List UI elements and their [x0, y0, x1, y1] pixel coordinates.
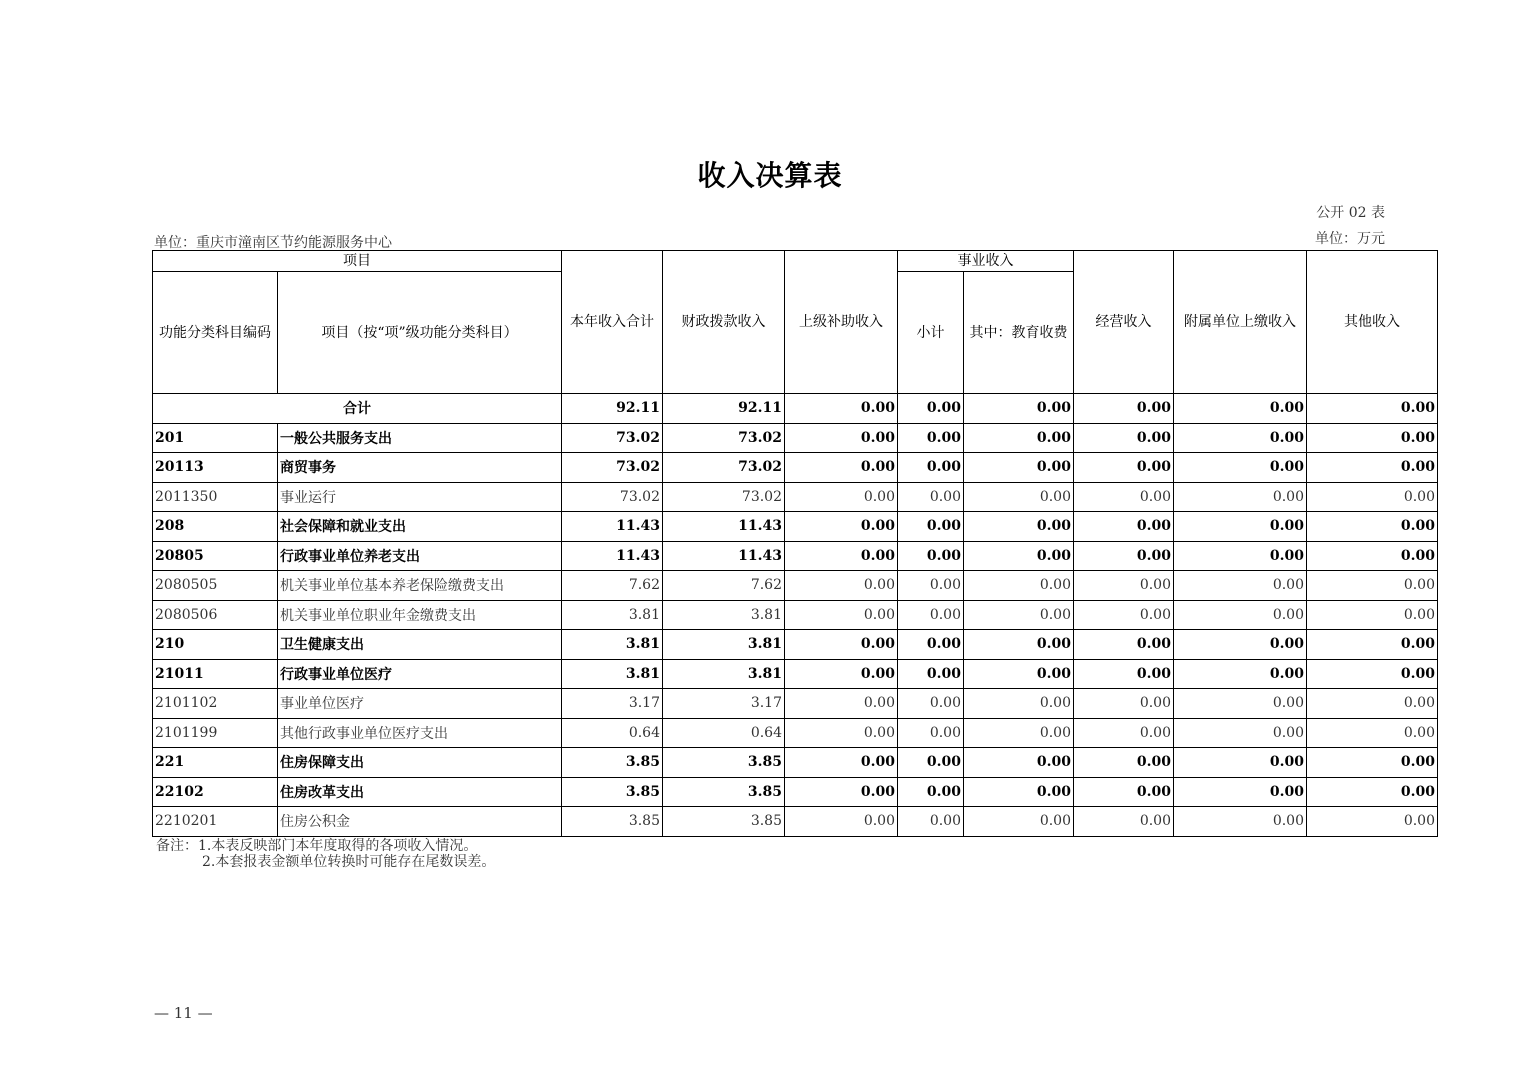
row-value: 0.64 — [562, 718, 663, 748]
row-value: 7.62 — [663, 571, 785, 601]
row-value: 0.00 — [964, 777, 1074, 807]
header-code: 功能分类科目编码 — [153, 272, 278, 394]
row-name: 机关事业单位职业年金缴费支出 — [278, 600, 562, 630]
header-education: 其中：教育收费 — [964, 272, 1074, 394]
row-value: 0.00 — [1307, 659, 1438, 689]
row-value: 0.00 — [1174, 571, 1307, 601]
row-value: 0.00 — [1174, 689, 1307, 719]
row-value: 0.00 — [785, 718, 898, 748]
row-value: 11.43 — [663, 512, 785, 542]
row-value: 0.00 — [964, 571, 1074, 601]
row-value: 0.00 — [1174, 512, 1307, 542]
header-business-group: 事业收入 — [898, 251, 1074, 272]
table-row — [153, 453, 1438, 483]
row-value: 0.00 — [1174, 600, 1307, 630]
row-value: 0.00 — [1174, 541, 1307, 571]
row-name: 事业运行 — [278, 482, 562, 512]
row-value: 0.00 — [898, 600, 964, 630]
page-title: 收入决算表 — [697, 159, 843, 192]
row-value: 0.00 — [898, 512, 964, 542]
row-value: 0.00 — [964, 482, 1074, 512]
row-name: 其他行政事业单位医疗支出 — [278, 718, 562, 748]
row-value: 0.00 — [1074, 689, 1174, 719]
row-value: 0.00 — [1307, 453, 1438, 483]
row-value: 3.81 — [562, 600, 663, 630]
row-value: 0.00 — [1074, 453, 1174, 483]
row-value: 0.00 — [1074, 630, 1174, 660]
table-row — [153, 689, 1438, 719]
header-operating: 经营收入 — [1074, 251, 1174, 394]
row-value: 0.00 — [1074, 748, 1174, 778]
row-value: 0.00 — [898, 689, 964, 719]
row-code: 20113 — [153, 453, 278, 483]
row-value: 0.00 — [1307, 807, 1438, 837]
table-row — [153, 571, 1438, 601]
row-value: 73.02 — [562, 423, 663, 453]
total-cell: 0.00 — [1174, 394, 1307, 424]
row-value: 0.00 — [1307, 718, 1438, 748]
form-number: 公开 02 表 — [1316, 205, 1385, 221]
row-value: 3.17 — [562, 689, 663, 719]
row-value: 3.85 — [663, 807, 785, 837]
row-value: 0.00 — [898, 482, 964, 512]
row-code: 2210201 — [153, 807, 278, 837]
header-subtotal: 小计 — [898, 272, 964, 394]
row-value: 0.00 — [1174, 659, 1307, 689]
row-value: 0.00 — [1074, 423, 1174, 453]
table-row — [153, 630, 1438, 660]
row-code: 2080505 — [153, 571, 278, 601]
row-value: 0.00 — [898, 423, 964, 453]
row-value: 0.00 — [964, 423, 1074, 453]
table-row — [153, 512, 1438, 542]
row-name: 住房保障支出 — [278, 748, 562, 778]
row-value: 0.00 — [1074, 807, 1174, 837]
row-value: 0.00 — [785, 423, 898, 453]
row-name: 行政事业单位养老支出 — [278, 541, 562, 571]
notes — [156, 838, 495, 870]
row-value: 0.00 — [1074, 512, 1174, 542]
total-cell: 92.11 — [663, 394, 785, 424]
table-row — [153, 659, 1438, 689]
row-name: 住房公积金 — [278, 807, 562, 837]
row-name: 社会保障和就业支出 — [278, 512, 562, 542]
row-code: 21011 — [153, 659, 278, 689]
row-code: 210 — [153, 630, 278, 660]
row-value: 3.81 — [562, 630, 663, 660]
income-table — [152, 250, 1438, 837]
note-1: 备注：1.本表反映部门本年度取得的各项收入情况。 — [156, 838, 478, 854]
row-value: 11.43 — [663, 541, 785, 571]
row-value: 0.00 — [898, 659, 964, 689]
row-value: 0.00 — [964, 659, 1074, 689]
row-value: 0.00 — [785, 600, 898, 630]
row-value: 73.02 — [663, 423, 785, 453]
table-row — [153, 541, 1438, 571]
row-value: 0.00 — [898, 571, 964, 601]
table-row — [153, 423, 1438, 453]
row-value: 0.00 — [964, 718, 1074, 748]
header-name: 项目（按“项”级功能分类科目） — [278, 272, 562, 394]
table-row — [153, 777, 1438, 807]
row-value: 0.00 — [898, 777, 964, 807]
row-value: 0.00 — [785, 571, 898, 601]
row-value: 11.43 — [562, 541, 663, 571]
header-project: 项目 — [153, 251, 562, 272]
row-code: 221 — [153, 748, 278, 778]
total-row — [153, 394, 1438, 424]
row-value: 0.00 — [785, 541, 898, 571]
row-value: 0.00 — [964, 453, 1074, 483]
row-value: 0.64 — [663, 718, 785, 748]
row-value: 0.00 — [785, 777, 898, 807]
row-value: 73.02 — [562, 482, 663, 512]
row-code: 2101199 — [153, 718, 278, 748]
row-value: 0.00 — [898, 630, 964, 660]
row-value: 0.00 — [1174, 807, 1307, 837]
page-number: — 11 — — [154, 1004, 213, 1022]
row-value: 3.85 — [562, 777, 663, 807]
row-code: 2080506 — [153, 600, 278, 630]
table-body — [153, 394, 1438, 837]
row-value: 3.81 — [562, 659, 663, 689]
row-value: 0.00 — [964, 630, 1074, 660]
row-value: 0.00 — [1307, 541, 1438, 571]
row-name: 商贸事务 — [278, 453, 562, 483]
note-2: 2.本套报表金额单位转换时可能存在尾数误差。 — [202, 854, 496, 870]
row-code: 20805 — [153, 541, 278, 571]
row-name: 机关事业单位基本养老保险缴费支出 — [278, 571, 562, 601]
row-value: 11.43 — [562, 512, 663, 542]
row-value: 0.00 — [1074, 600, 1174, 630]
total-cell: 0.00 — [1074, 394, 1174, 424]
header-fiscal: 财政拨款收入 — [663, 251, 785, 394]
row-value: 0.00 — [1174, 748, 1307, 778]
table-row — [153, 748, 1438, 778]
row-value: 0.00 — [785, 659, 898, 689]
header-total: 本年收入合计 — [562, 251, 663, 394]
header-other: 其他收入 — [1307, 251, 1438, 394]
row-code: 201 — [153, 423, 278, 453]
row-code: 22102 — [153, 777, 278, 807]
row-value: 0.00 — [1174, 482, 1307, 512]
row-value: 0.00 — [1307, 512, 1438, 542]
row-value: 0.00 — [1307, 748, 1438, 778]
row-value: 0.00 — [1074, 541, 1174, 571]
row-name: 一般公共服务支出 — [278, 423, 562, 453]
row-value: 73.02 — [562, 453, 663, 483]
row-value: 0.00 — [964, 600, 1074, 630]
row-value: 73.02 — [663, 482, 785, 512]
row-value: 0.00 — [1174, 777, 1307, 807]
row-value: 0.00 — [1174, 630, 1307, 660]
row-value: 3.85 — [663, 748, 785, 778]
row-value: 3.81 — [663, 630, 785, 660]
row-value: 0.00 — [1174, 453, 1307, 483]
row-value: 3.85 — [663, 777, 785, 807]
row-value: 73.02 — [663, 453, 785, 483]
header-superior: 上级补助收入 — [785, 251, 898, 394]
row-value: 0.00 — [785, 453, 898, 483]
total-cell: 0.00 — [898, 394, 964, 424]
header-affiliated: 附属单位上缴收入 — [1174, 251, 1307, 394]
row-value: 0.00 — [1074, 777, 1174, 807]
row-value: 0.00 — [785, 512, 898, 542]
row-value: 0.00 — [1174, 718, 1307, 748]
row-name: 住房改革支出 — [278, 777, 562, 807]
total-cell: 0.00 — [1307, 394, 1438, 424]
row-value: 0.00 — [1307, 689, 1438, 719]
row-value: 0.00 — [1307, 482, 1438, 512]
row-value: 0.00 — [964, 748, 1074, 778]
row-value: 3.85 — [562, 748, 663, 778]
row-value: 0.00 — [1074, 571, 1174, 601]
currency-unit: 单位：万元 — [1315, 231, 1385, 247]
total-cell: 0.00 — [964, 394, 1074, 424]
row-value: 0.00 — [898, 453, 964, 483]
row-value: 0.00 — [1307, 777, 1438, 807]
total-cell: 0.00 — [785, 394, 898, 424]
row-value: 0.00 — [785, 748, 898, 778]
row-value: 3.81 — [663, 600, 785, 630]
row-value: 0.00 — [785, 807, 898, 837]
row-value: 0.00 — [1074, 659, 1174, 689]
row-name: 事业单位医疗 — [278, 689, 562, 719]
row-value: 0.00 — [785, 630, 898, 660]
table-row — [153, 807, 1438, 837]
row-value: 0.00 — [1307, 423, 1438, 453]
row-value: 0.00 — [1074, 482, 1174, 512]
table-row — [153, 600, 1438, 630]
row-value: 3.17 — [663, 689, 785, 719]
row-name: 卫生健康支出 — [278, 630, 562, 660]
row-code: 208 — [153, 512, 278, 542]
row-value: 0.00 — [1174, 423, 1307, 453]
row-value: 7.62 — [562, 571, 663, 601]
total-cell: 92.11 — [562, 394, 663, 424]
row-value: 3.85 — [562, 807, 663, 837]
row-value: 0.00 — [785, 482, 898, 512]
row-value: 0.00 — [898, 748, 964, 778]
row-code: 2011350 — [153, 482, 278, 512]
row-value: 0.00 — [898, 541, 964, 571]
row-value: 0.00 — [1307, 630, 1438, 660]
row-value: 0.00 — [898, 718, 964, 748]
row-value: 0.00 — [1074, 718, 1174, 748]
row-value: 0.00 — [964, 512, 1074, 542]
row-value: 0.00 — [964, 689, 1074, 719]
row-code: 2101102 — [153, 689, 278, 719]
row-value: 3.81 — [663, 659, 785, 689]
table-row — [153, 482, 1438, 512]
row-value: 0.00 — [1307, 571, 1438, 601]
total-label: 合计 — [153, 394, 562, 424]
row-name: 行政事业单位医疗 — [278, 659, 562, 689]
reporting-unit: 单位：重庆市潼南区节约能源服务中心 — [154, 235, 392, 251]
table-row — [153, 718, 1438, 748]
row-value: 0.00 — [1307, 600, 1438, 630]
row-value: 0.00 — [898, 807, 964, 837]
row-value: 0.00 — [964, 807, 1074, 837]
row-value: 0.00 — [964, 541, 1074, 571]
row-value: 0.00 — [785, 689, 898, 719]
